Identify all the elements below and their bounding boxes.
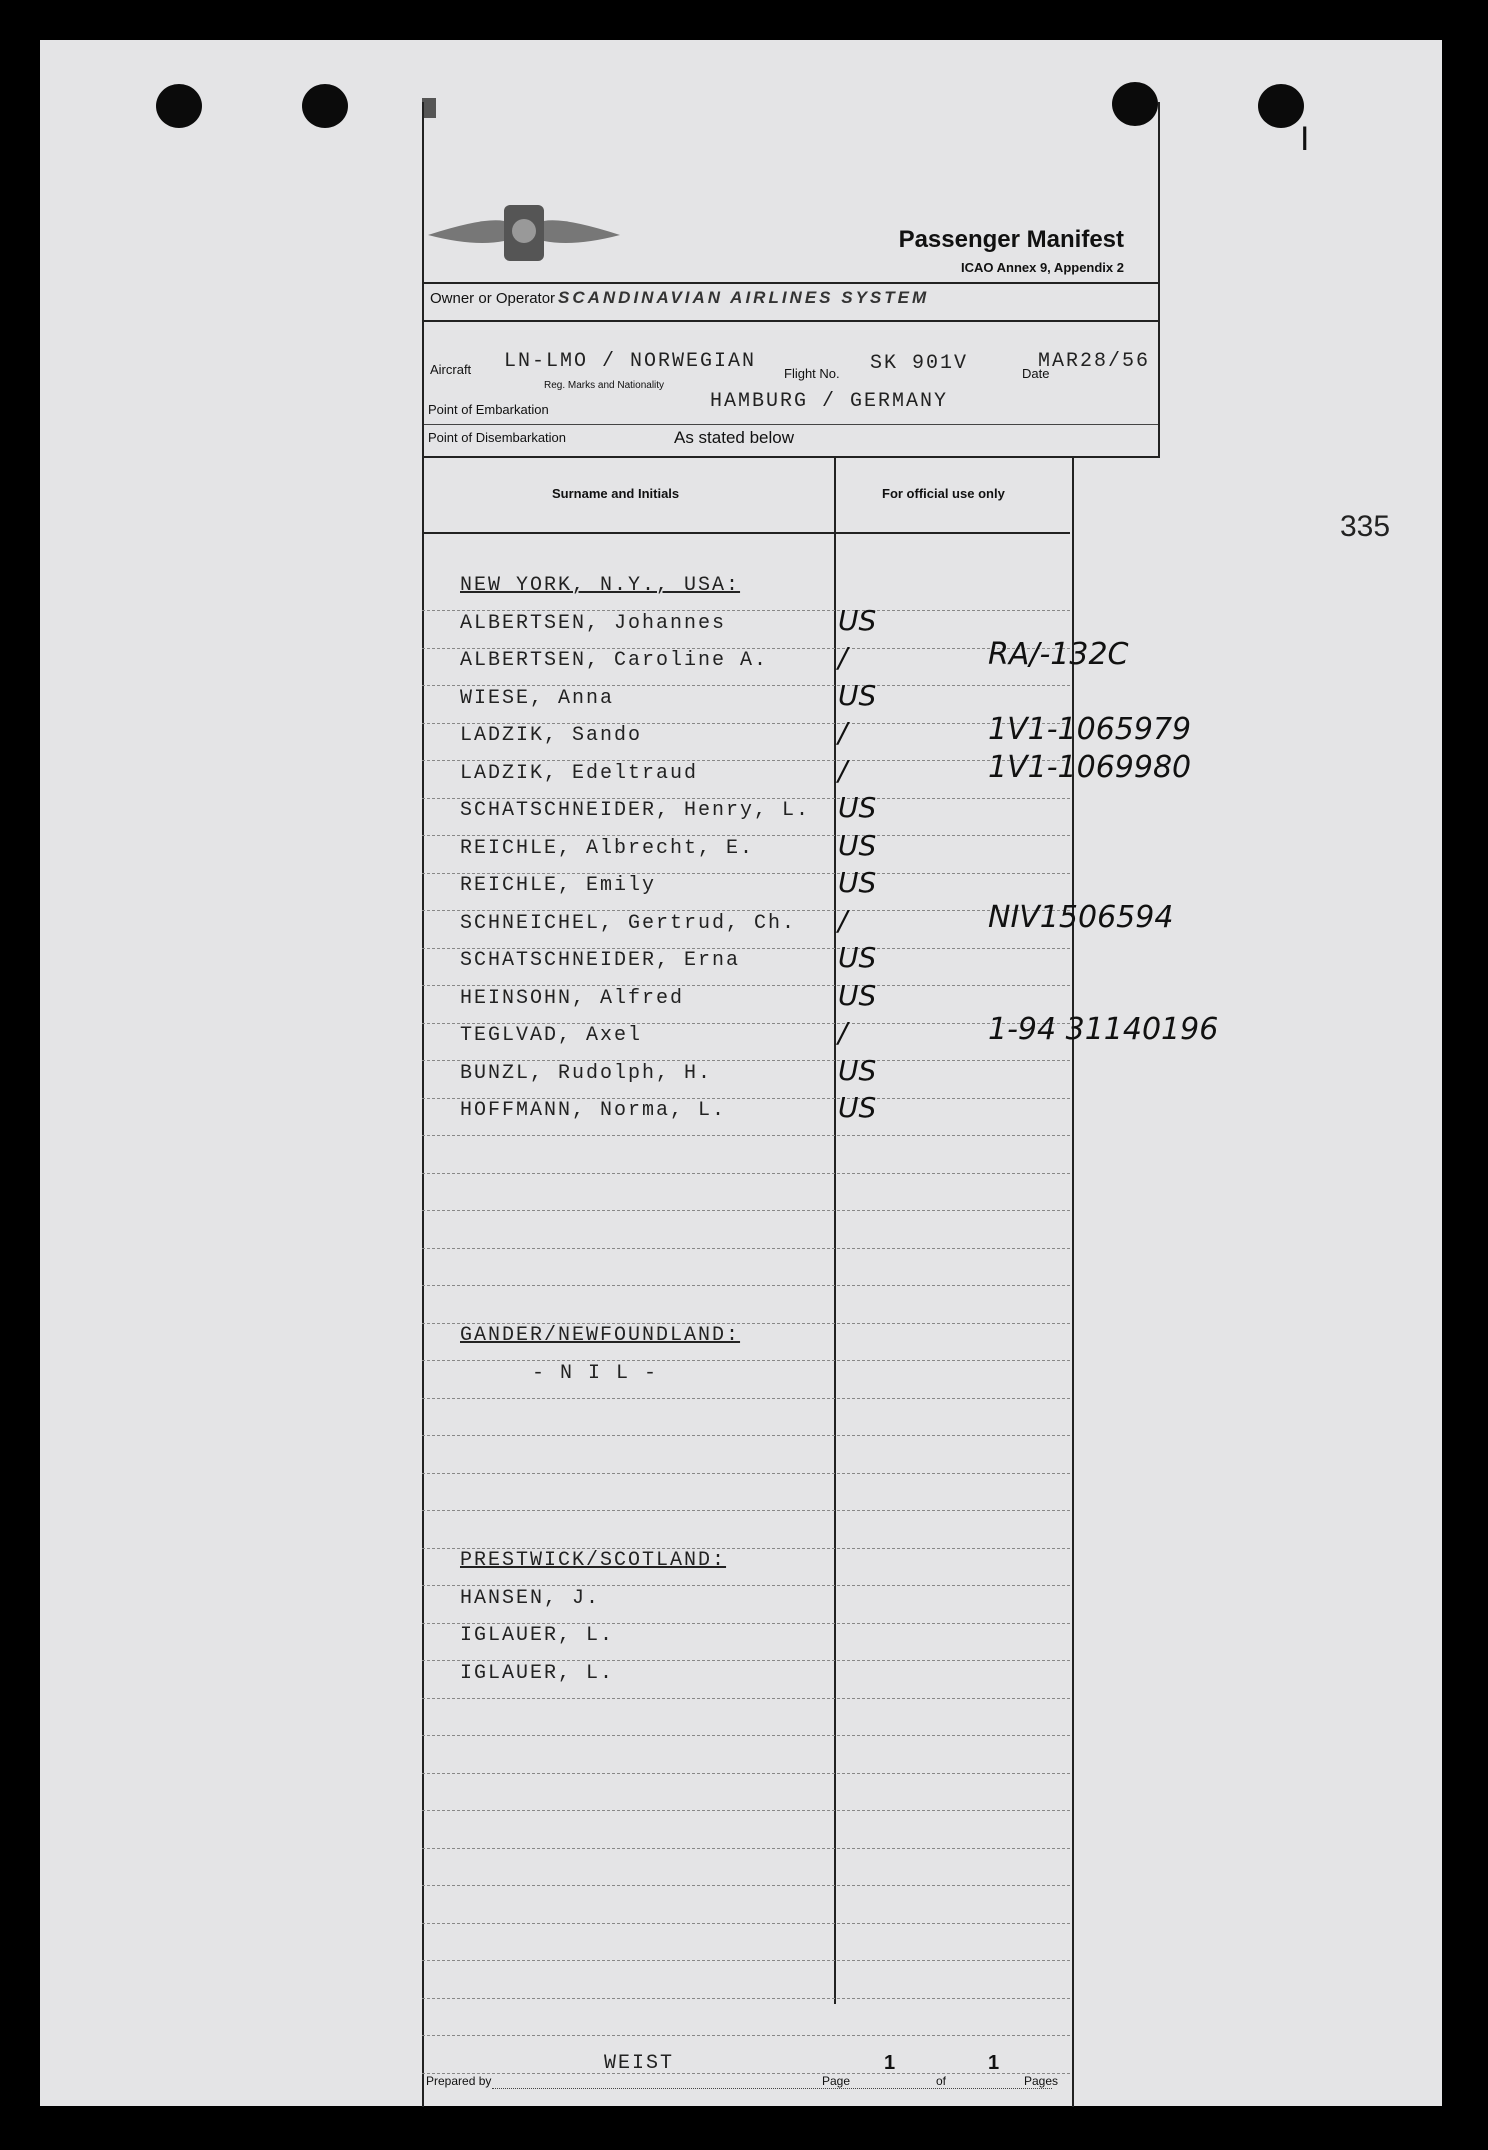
divider — [424, 320, 1158, 322]
passenger-name: IGLAUER, L. — [460, 1624, 615, 1647]
table-row — [422, 1922, 1070, 1961]
official-mark: / — [838, 753, 848, 787]
passenger-name: REICHLE, Albrecht, E. — [460, 836, 755, 860]
official-mark: US — [838, 1053, 877, 1087]
table-row — [422, 1810, 1070, 1849]
pages-label: Pages — [1024, 2074, 1059, 2088]
table-row — [422, 1210, 1070, 1249]
table-row — [422, 791, 1070, 836]
table-row — [422, 1697, 1070, 1736]
column-header-official: For official use only — [882, 486, 1005, 501]
divider — [424, 424, 1158, 425]
table-row — [422, 749, 1192, 799]
table-row — [422, 1847, 1070, 1886]
embark-label: Point of Embarkation — [428, 402, 549, 417]
official-mark: US — [838, 678, 877, 712]
official-mark: US — [838, 828, 877, 862]
table-row — [422, 1397, 1070, 1436]
table-row — [422, 603, 1070, 649]
punch-hole — [302, 84, 348, 128]
page-value: 1 — [884, 2052, 896, 2074]
handwritten-note: 1V1-1069980 — [988, 749, 1192, 785]
form-title: Passenger Manifest — [898, 226, 1124, 253]
table-row — [422, 1135, 1070, 1174]
passenger-name: TEGLVAD, Axel — [460, 1024, 643, 1047]
page-number: 335 — [1340, 510, 1391, 543]
table-row — [422, 1735, 1070, 1774]
official-mark: US — [838, 1091, 877, 1124]
prepared-value: WEIST — [604, 2052, 675, 2075]
disembark-label: Point of Disembarkation — [428, 430, 567, 445]
handwritten-note: RA/-132C — [988, 637, 1129, 672]
passenger-name: NEW YORK, N.Y., USA: — [460, 574, 741, 597]
page-label: Page — [822, 2074, 851, 2088]
table-row — [422, 941, 1070, 986]
table-row — [422, 637, 1129, 686]
passenger-name: SCHATSCHNEIDER, Erna — [460, 949, 741, 972]
embark-value: HAMBURG / GERMANY — [710, 390, 949, 413]
aircraft-label: Aircraft — [430, 362, 472, 377]
of-label: of — [936, 2074, 947, 2088]
passenger-name: LADZIK, Sando — [460, 724, 643, 747]
official-mark: / — [838, 1016, 848, 1049]
passenger-name: GANDER/NEWFOUNDLAND: — [460, 1324, 741, 1347]
table-row — [422, 828, 1070, 874]
aircraft-value: LN-LMO / NORWEGIAN — [504, 350, 757, 373]
manifest-form — [422, 102, 1219, 2107]
flight-value: SK 901V — [870, 352, 969, 375]
passenger-name: ALBERTSEN, Johannes — [460, 611, 727, 635]
table-row — [422, 1472, 1070, 1511]
handwritten-note: 1V1-1065979 — [988, 712, 1192, 747]
official-mark: US — [838, 941, 877, 974]
passenger-name: HOFFMANN, Norma, L. — [460, 1099, 727, 1122]
table-row — [422, 1091, 1070, 1136]
date-value: MAR28/56 — [1038, 350, 1151, 373]
passenger-name: REICHLE, Emily — [460, 874, 657, 897]
table-row — [422, 1547, 1070, 1586]
official-mark: / — [838, 903, 848, 937]
owner-value: SCANDINAVIAN AIRLINES SYSTEM — [558, 288, 930, 307]
table-row — [422, 572, 1070, 611]
passenger-name: PRESTWICK/SCOTLAND: — [460, 1549, 727, 1572]
prepared-label: Prepared by — [426, 2074, 492, 2088]
table-row — [422, 1285, 1070, 1324]
passenger-name: SCHATSCHNEIDER, Henry, L. — [460, 799, 811, 822]
table-row — [422, 1172, 1070, 1211]
passenger-name: SCHNEICHEL, Gertrud, Ch. — [460, 911, 797, 935]
table-row — [422, 1997, 1070, 2036]
airline-wings-logo — [424, 197, 624, 277]
table-row — [422, 1885, 1070, 1924]
official-mark: / — [838, 641, 848, 674]
table-row — [422, 978, 1070, 1024]
punch-hole — [1258, 84, 1304, 128]
manifest-header — [422, 102, 1160, 458]
passenger-name: HEINSOHN, Alfred — [460, 986, 685, 1010]
table-row — [422, 1960, 1070, 1999]
table-row — [422, 1585, 1070, 1624]
table-row — [422, 1053, 1070, 1099]
passenger-name: LADZIK, Edeltraud — [460, 761, 699, 785]
corner-mark: I — [1300, 120, 1310, 158]
disembark-value: As stated below — [674, 428, 795, 447]
reg-marks-label: Reg. Marks and Nationality — [544, 380, 665, 391]
table-row — [422, 899, 1174, 949]
handwritten-note: 1-94 31140196 — [988, 1012, 1219, 1047]
table-row — [422, 712, 1192, 761]
table-row — [422, 678, 1070, 724]
table-row — [422, 1012, 1219, 1061]
divider — [492, 2088, 1052, 2089]
table-row — [422, 1510, 1070, 1549]
divider — [424, 282, 1158, 284]
passenger-name: IGLAUER, L. — [460, 1661, 615, 1685]
passenger-name: HANSEN, J. — [460, 1586, 601, 1610]
table-row — [422, 1772, 1070, 1811]
passenger-name: - N I L - — [532, 1361, 659, 1385]
table-row — [422, 1322, 1070, 1361]
official-mark: / — [838, 716, 848, 749]
passenger-name: ALBERTSEN, Caroline A. — [460, 649, 769, 672]
flight-label: Flight No. — [784, 366, 840, 381]
form-subtitle: ICAO Annex 9, Appendix 2 — [960, 260, 1124, 275]
handwritten-note: NIV1506594 — [988, 899, 1174, 935]
table-row — [422, 2035, 1070, 2074]
column-header-name: Surname and Initials — [552, 486, 680, 501]
table-row — [422, 1435, 1070, 1474]
table-row — [422, 1360, 1070, 1399]
pages-value: 1 — [988, 2052, 1000, 2074]
owner-label: Owner or Operator — [430, 290, 556, 307]
table-row — [422, 1660, 1070, 1699]
official-mark: US — [838, 866, 877, 899]
punch-hole — [156, 84, 202, 128]
official-mark: US — [838, 603, 877, 637]
table-row — [422, 1622, 1070, 1661]
official-mark: US — [838, 978, 877, 1012]
passenger-name: WIESE, Anna — [460, 686, 615, 710]
table-row — [422, 866, 1070, 911]
header-rule — [422, 532, 1070, 534]
table-row — [422, 1247, 1070, 1286]
official-mark: US — [838, 791, 877, 824]
passenger-name: BUNZL, Rudolph, H. — [460, 1061, 713, 1085]
date-label: Date — [1022, 366, 1050, 381]
